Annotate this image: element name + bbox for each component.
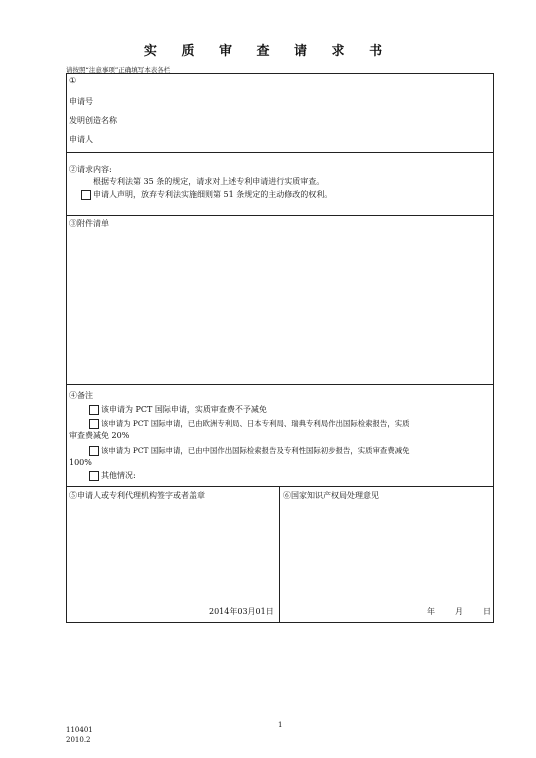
remark-text-3b: 100% xyxy=(69,458,92,467)
application-number-label: 申请号 xyxy=(69,97,93,106)
section1-marker: ① xyxy=(69,76,77,85)
office-opinion-heading: ⑥国家知识产权局处理意见 xyxy=(283,491,379,500)
declaration-row xyxy=(81,190,332,200)
request-content-heading: ②请求内容: xyxy=(69,165,112,174)
remark-checkbox-2[interactable] xyxy=(89,419,99,429)
declaration-checkbox[interactable] xyxy=(81,190,91,200)
applicant-label: 申请人 xyxy=(69,135,93,144)
attachment-list-heading: ③附件清单 xyxy=(69,219,109,228)
declaration-text: 申请人声明，放弃专利法实施细则第 51 条规定的主动修改的权利。 xyxy=(93,190,333,199)
request-statement: 根据专利法第 35 条的规定，请求对上述专利申请进行实质审查。 xyxy=(93,177,325,186)
section-remarks xyxy=(67,385,493,487)
remark-text-1: 该申请为 PCT 国际申请，实质审查费不予减免 xyxy=(101,405,267,414)
signature-divider xyxy=(279,487,280,623)
section-request-content xyxy=(67,153,493,216)
instruction-text: 请按照“注意事项”正确填写本表各栏 xyxy=(66,66,171,74)
invention-name-label: 发明创造名称 xyxy=(69,116,117,125)
office-month-label: 月 xyxy=(455,607,463,616)
remark-option-1 xyxy=(89,405,267,415)
office-day-label: 日 xyxy=(483,607,491,616)
form-version: 2010.2 xyxy=(66,736,91,744)
page-number: 1 xyxy=(278,721,283,729)
form-title: 实 质 审 查 请 求 书 xyxy=(143,44,393,59)
remark-text-2b: 审查费减免 20% xyxy=(69,431,130,440)
remark-text-4: 其他情况: xyxy=(101,471,136,480)
remark-checkbox-3[interactable] xyxy=(89,446,99,456)
office-year-label: 年 xyxy=(427,607,435,616)
remark-checkbox-1[interactable] xyxy=(89,405,99,415)
remark-option-2 xyxy=(89,419,410,429)
section-attachment-list xyxy=(67,216,493,385)
remark-option-3 xyxy=(89,446,410,456)
signature-date[interactable]: 2014年03月01日 xyxy=(209,607,274,616)
remark-option-4 xyxy=(89,471,136,481)
section-application-info xyxy=(67,74,493,153)
form-code: 110401 xyxy=(66,726,93,734)
remarks-heading: ④备注 xyxy=(69,391,93,400)
remark-text-2a: 该申请为 PCT 国际申请，已由欧洲专利局、日本专利局、瑞典专利局作出国际检索报告，实质 xyxy=(101,419,410,428)
request-form xyxy=(66,73,494,623)
remark-text-3a: 该申请为 PCT 国际申请，已由中国作出国际检索报告及专利性国际初步报告，实质审查费减免 xyxy=(101,446,410,455)
remark-checkbox-4[interactable] xyxy=(89,471,99,481)
signature-heading: ⑤申请人或专利代理机构签字或者盖章 xyxy=(69,491,205,500)
